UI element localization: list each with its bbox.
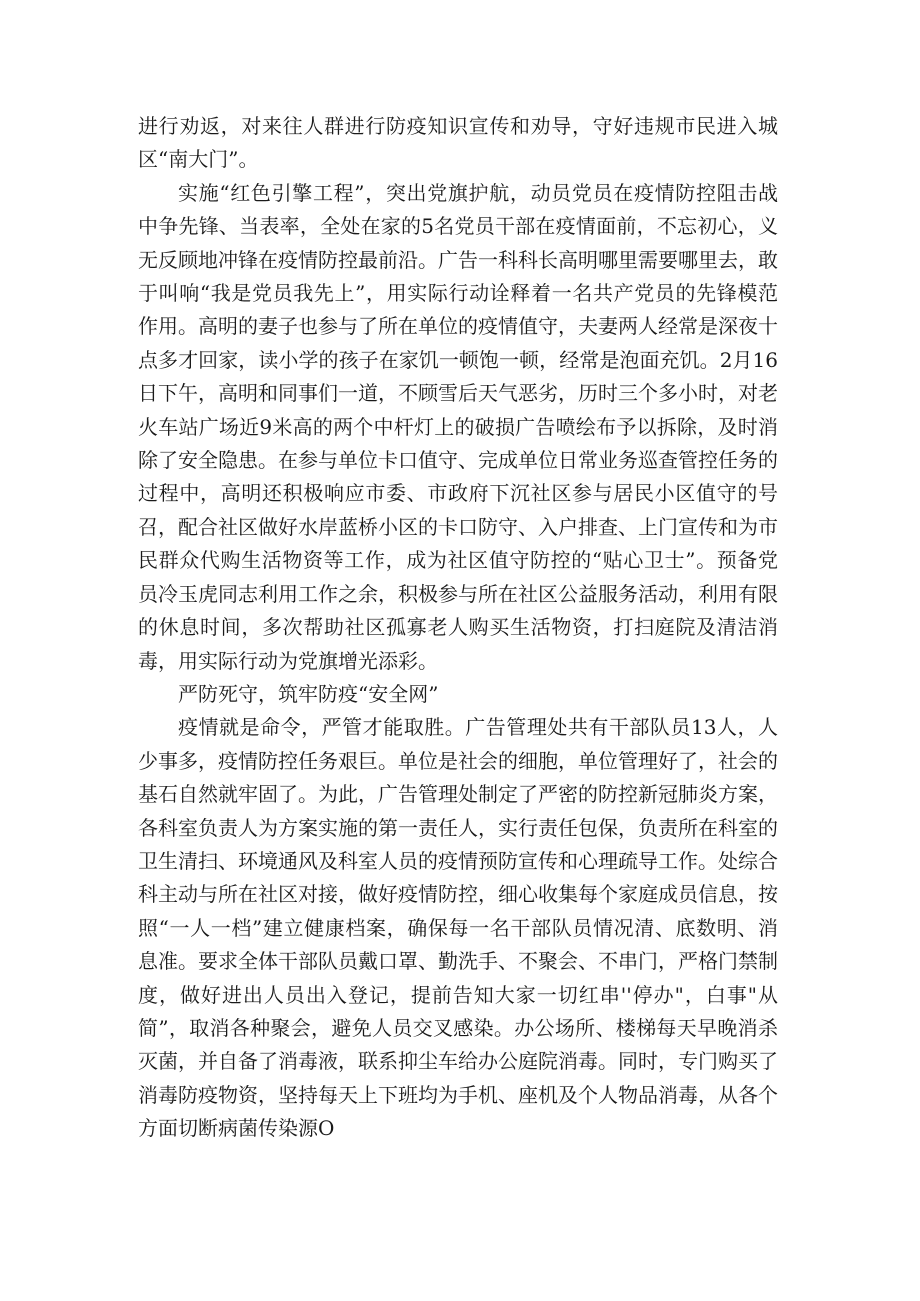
document-body: [138, 110, 778, 1146]
paragraph-strict-prevention: 疫情就是命令，严管才能取胜。广告管理处共有干部队员13人，人少事多，疫情防控任务艰巨。单位是社会的细胞，单位管理好了，社会的基石自然就牢固了。为此，广告管理处制定了严密的防控新冠肺炎方案，各科室负责人为方案实施的第一责任人，实行责任包保，负责所在科室的卫生清扫、环境通风及科室人员的疫情预防宣传和心理疏导工作。处综合科主动与所在社区对接，做好疫情防控，细心收集每个家庭成员信息，按照“一人一档”建立健康档案，确保每一名干部队员情况清、底数明、消息准。要求全体干部队员戴口罩、勤洗手、不聚会、不串门，严格门禁制度，做好进出人员出入登记，提前告知大家一切红串''停办"，白事"从简”，取消各种聚会，避免人员交叉感染。办公场所、楼梯每天早晚消杀灭菌，并自备了消毒液，联系抑尘车给办公庭院消毒。同时，专门购买了消毒防疫物资，坚持每天上下班均为手机、座机及个人物品消毒，从各个方面切断病菌传染源O: [138, 715, 778, 1141]
paragraph-continuation: 进行劝返，对来往人群进行防疫知识宣传和劝导，守好违规市民进入城区“南大门”。: [138, 114, 778, 172]
paragraph-red-engine: 实施“红色引擎工程”，突出党旗护航，动员党员在疫情防控阻击战中争先锋、当表率，全处在家的5名党员干部在疫情面前，不忘初心，义无反顾地冲锋在疫情防控最前沿。广告一科科长高明哪里需要哪里去，敢于叫响“我是党员我先上”，用实际行动诠释着一名共产党员的先锋模范作用。高明的妻子也参与了所在单位的疫情值守，夫妻两人经常是深夜十点多才回家，读小学的孩子在家饥一顿饱一顿，经常是泡面充饥。2月16日下午，高明和同事们一道，不顾雪后天气恶劣，历时三个多小时，对老火车站广场近9米高的两个中杆灯上的破损广告喷绘布予以拆除，及时消除了安全隐患。在参与单位卡口值守、完成单位日常业务巡查管控任务的过程中，高明还积极响应市委、市政府下沉社区参与居民小区值守的号召，配合社区做好水岸蓝桥小区的卡口防守、入户排查、上门宣传和为市民群众代购生活物资等工作，成为社区值守防控的“贴心卫士”。预备党员冷玉虎同志利用工作之余，积极参与所在社区公益服务活动，利用有限的休息时间，多次帮助社区孤寡老人购买生活物资，打扫庭院及清洁消毒，用实际行动为党旗增光添彩。: [138, 180, 778, 673]
section-heading: 严防死守，筑牢防疫“安全网”: [178, 681, 439, 706]
